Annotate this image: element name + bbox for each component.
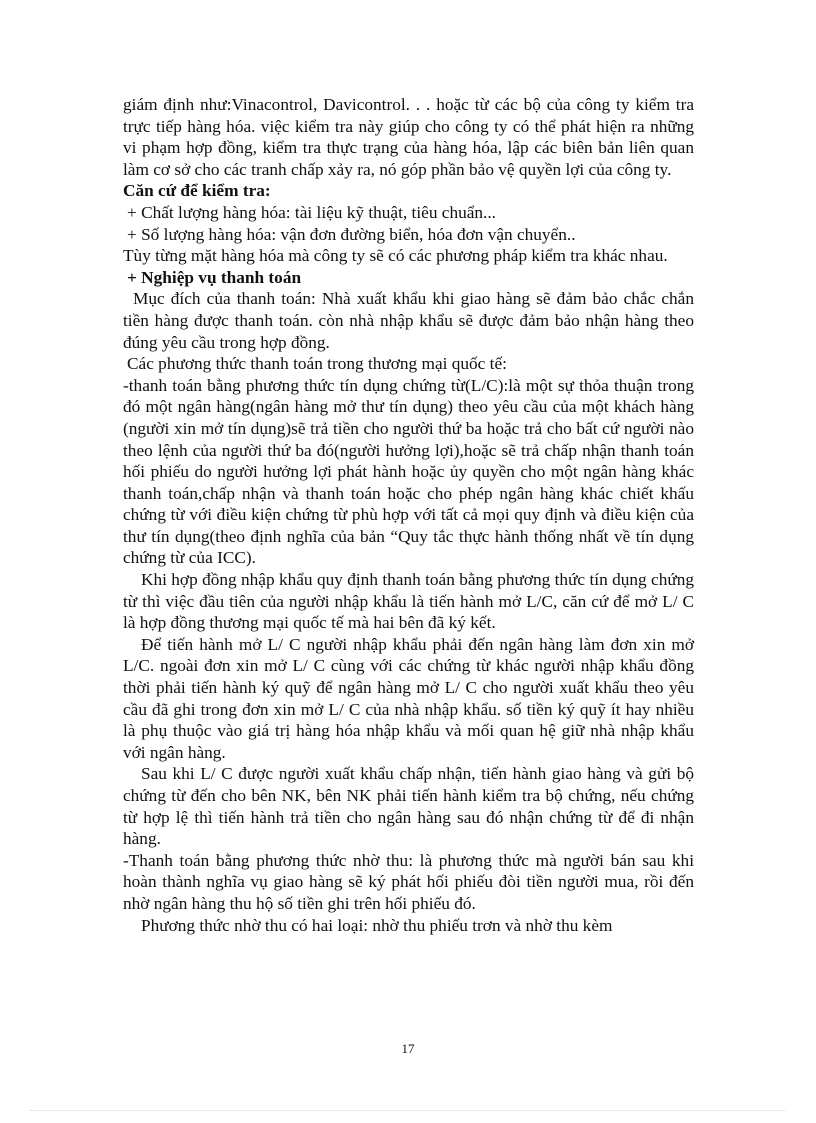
paragraph-payment-methods-intro: Các phương thức thanh toán trong thương mại quốc tế:: [127, 354, 507, 374]
paragraph-lc-application: Để tiến hành mở L/ C người nhập khẩu phải đến ngân hàng làm đơn xin mở L/C. ngoài đơn xin mở L/ C cùng với các chứng từ khác người nhập khẩu đồng thời phải tiến hành ký quỹ để ngân hàng mở L/ C cho người xuất khẩu theo yêu cầu đã ghi trong đơn xin mở L/ C của nhà nhập khẩu. số tiền ký quỹ ít hay nhiều là phụ thuộc vào giá trị hàng hóa nhập khẩu và mối quan hệ giữ nhà nhập khẩu với ngân hàng.: [123, 634, 694, 762]
paragraph-lc-acceptance: Sau khi L/ C được người xuất khẩu chấp nhận, tiến hành giao hàng và gửi bộ chứng từ đến cho bên NK, bên NK phải tiến hành kiểm tra bộ chứng, nếu chứng từ hợp lệ thì tiến hành trả tiền cho ngân hàng sau đó nhận chứng từ để đi nhận hàng.: [123, 764, 694, 849]
paragraph-collection-types: Phương thức nhờ thu có hai loại: nhờ thu phiếu trơn và nhờ thu kèm: [141, 915, 613, 935]
bottom-divider: [30, 1110, 786, 1111]
paragraph-letter-of-credit-definition: -thanh toán bằng phương thức tín dụng chứng từ(L/C):là một sự thỏa thuận trong đó một ngân hàng(ngân hàng mở thư tín dụng) theo yêu cầu của một khách hàng (người xin mở tín dụng)sẽ trả tiền cho người thứ ba hoặc trả cho bất cứ người nào theo lệnh của người thứ ba đó(người hưởng lợi),hoặc sẽ trả chấp nhận thanh toán hối phiếu do người hưởng lợi phát hành hoặc ủy quyền cho một ngân hàng khác thanh toán,chấp nhận và thanh toán hoặc cho phép ngân hàng khác chiết khấu chứng từ với điều kiện chứng từ phù hợp với tất cả mọi quy định và điều kiện của thư tín dụng(theo định nghĩa của bản “Quy tắc thực hành thống nhất về tín dụng chứng từ của ICC).: [123, 375, 694, 568]
heading-inspection-basis: Căn cứ để kiểm tra:: [123, 181, 271, 201]
paragraph-inspection-methods: Tùy từng mặt hàng hóa mà công ty sẽ có các phương pháp kiểm tra khác nhau.: [123, 246, 668, 266]
paragraph-payment-purpose: Mục đích của thanh toán: Nhà xuất khẩu khi giao hàng sẽ đảm bảo chắc chắn tiền hàng được thanh toán. còn nhà nhập khẩu sẽ được đảm bảo nhận hàng theo đúng yêu cầu trong hợp đồng.: [123, 289, 694, 352]
page-number: 17: [401, 1041, 415, 1056]
heading-payment-operations: + Nghiệp vụ thanh toán: [127, 267, 302, 287]
document-body: [123, 94, 694, 936]
list-item-quality: + Chất lượng hàng hóa: tài liệu kỹ thuật, tiêu chuẩn...: [127, 202, 496, 222]
list-item-quantity: + Số lượng hàng hóa: vận đơn đường biển, hóa đơn vận chuyển..: [127, 224, 576, 244]
paragraph-collection-method: -Thanh toán bằng phương thức nhờ thu: là phương thức mà người bán sau khi hoàn thành nghĩa vụ giao hàng sẽ ký phát hối phiếu đòi tiền người mua, rồi đến nhờ ngân hàng thu hộ số tiền ghi trên hối phiếu đó.: [123, 850, 694, 913]
paragraph-inspection-intro: giám định như:Vinacontrol, Davicontrol. . . hoặc từ các bộ của công ty kiểm tra trực tiếp hàng hóa. việc kiểm tra này giúp cho công ty có thể phát hiện ra những vi phạm hợp đồng, kiểm tra thực trạng của hàng hóa, lập các biên bản liên quan làm cơ sở cho các tranh chấp xảy ra, nó góp phần bảo vệ quyền lợi của công ty.: [123, 95, 694, 179]
paragraph-lc-opening: Khi hợp đồng nhập khẩu quy định thanh toán bằng phương thức tín dụng chứng từ thì việc đầu tiên của người nhập khẩu là tiến hành mở L/C, căn cứ để mở L/ C là hợp đồng thương mại quốc tế mà hai bên đã ký kết.: [123, 570, 694, 633]
